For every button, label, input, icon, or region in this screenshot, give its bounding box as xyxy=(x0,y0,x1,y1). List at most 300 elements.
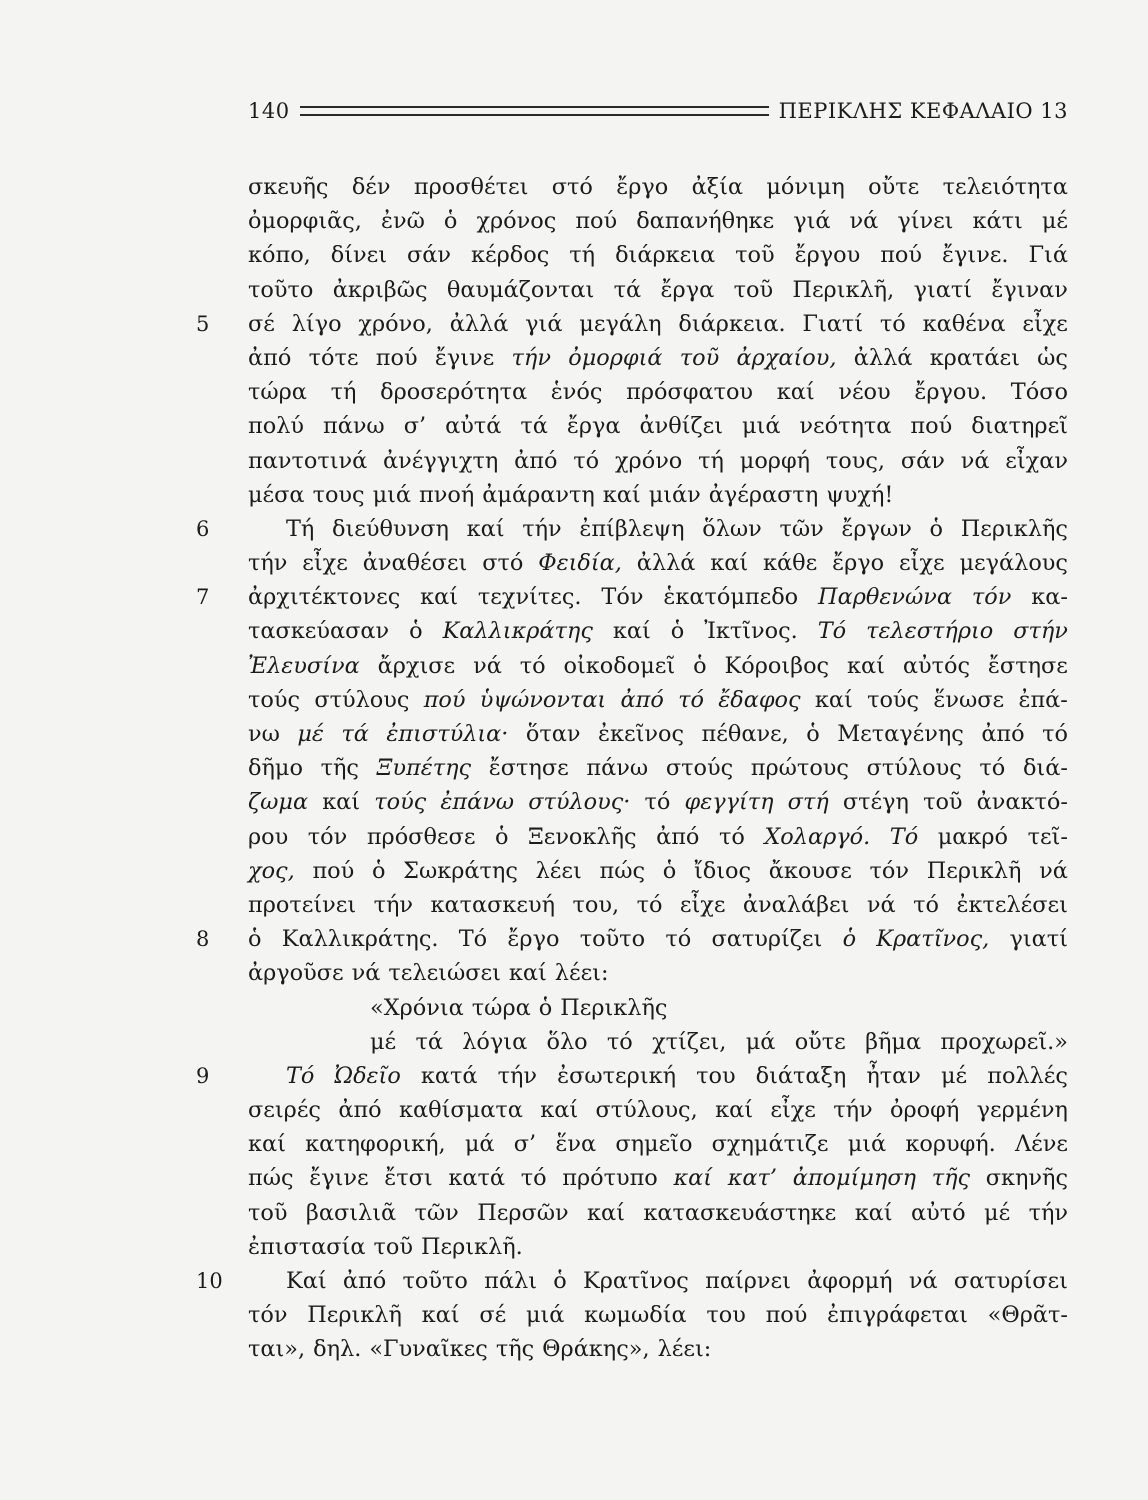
word: καί xyxy=(710,550,749,577)
word: πρώτους xyxy=(750,755,849,782)
word: καί xyxy=(587,1199,625,1226)
word: στό xyxy=(482,550,524,577)
margin-line-number: 8 xyxy=(196,927,210,952)
word: τό xyxy=(678,686,704,713)
word: τό xyxy=(644,789,671,816)
word: ἐσωτερική xyxy=(557,1062,677,1089)
text-line xyxy=(248,1025,1068,1059)
word: πρότυπο xyxy=(562,1165,658,1192)
word: πού xyxy=(910,413,953,440)
word: τά xyxy=(520,413,548,440)
word: Περικλῆ xyxy=(307,1302,402,1329)
page-number: 140 xyxy=(248,99,290,123)
word: τήν xyxy=(522,515,562,542)
word: κατηφορική, xyxy=(305,1131,446,1158)
word: κόπο, xyxy=(248,242,311,269)
word: Περσῶν xyxy=(477,1199,569,1226)
word: μά xyxy=(745,1028,776,1055)
word: τό xyxy=(979,755,1006,782)
word: ἔστησε xyxy=(987,652,1068,679)
word: σ’ xyxy=(403,413,427,440)
word: σέ xyxy=(479,1302,507,1329)
word: ἔργο xyxy=(507,926,560,953)
word: τήν xyxy=(373,891,414,918)
word: χρόνο xyxy=(614,447,683,474)
word: τήν xyxy=(511,344,551,371)
word: πάνω xyxy=(322,413,385,440)
text-line xyxy=(248,409,1068,443)
word: κατασκευάστηκε xyxy=(643,1199,837,1226)
word: ὁ xyxy=(371,857,386,884)
margin-line-number: 7 xyxy=(196,585,210,610)
word: διάρκεια xyxy=(615,242,716,269)
word: καί xyxy=(420,584,459,611)
word: διά- xyxy=(1022,755,1068,782)
text-line xyxy=(248,649,1068,683)
word: ἀπό xyxy=(981,721,1025,747)
text-line xyxy=(248,1196,1068,1230)
text-line xyxy=(248,820,1068,854)
word: γιά xyxy=(793,208,831,235)
word: εἶχε xyxy=(770,1097,816,1124)
word: ὀμορφιά xyxy=(568,344,663,371)
word: χρόνος xyxy=(476,208,557,235)
word: ἕνα xyxy=(555,1131,597,1158)
text-line xyxy=(248,1127,1068,1161)
word: Καί xyxy=(286,1268,327,1294)
text-line xyxy=(196,1059,1068,1093)
word: τοῦ xyxy=(248,1199,288,1226)
word: ἀργοῦσε xyxy=(248,960,344,987)
word: οἰκοδομεῖ xyxy=(563,652,676,679)
text-line xyxy=(196,922,1068,956)
word: τόν xyxy=(307,823,348,850)
word: ἀπό xyxy=(338,1097,382,1124)
word: ἀναλάβει xyxy=(742,891,850,918)
word: ἔργο xyxy=(832,550,885,577)
word: τό xyxy=(520,1165,547,1192)
word: ἀμάραντη xyxy=(482,481,595,508)
word: τελειότητα xyxy=(942,174,1068,200)
word: ἀγέραστη xyxy=(708,481,819,508)
word: κορυφή. xyxy=(905,1131,996,1158)
word: παίρνει xyxy=(705,1268,791,1294)
word: Θράκης», xyxy=(542,1336,650,1363)
word: μεγάλη xyxy=(579,310,662,337)
word: βασιλιᾶ xyxy=(305,1199,397,1226)
text-line xyxy=(248,614,1068,648)
word: του xyxy=(696,1062,736,1089)
word: μιά xyxy=(525,1302,565,1329)
word: καί xyxy=(776,379,815,406)
word: Περικλῆς xyxy=(560,994,668,1021)
word: Τό xyxy=(889,823,919,850)
word: σκηνῆς xyxy=(985,1165,1068,1192)
word: ἐκεῖνος xyxy=(598,721,685,747)
word: χος, xyxy=(248,857,295,884)
word: Παρθενώνα xyxy=(818,584,952,611)
word: κατ’ xyxy=(727,1165,778,1192)
word: σατυρίσει xyxy=(953,1268,1068,1294)
word: μέ xyxy=(941,1062,968,1089)
margin-line-number: 9 xyxy=(196,1063,210,1088)
word: ὅλο xyxy=(546,1028,588,1055)
word: ἀρχιτέκτονες xyxy=(248,584,401,611)
word: ὁ xyxy=(806,721,820,747)
word: δαπανήθηκε xyxy=(636,208,775,235)
word: πού xyxy=(312,857,355,884)
word: σάν xyxy=(407,242,452,269)
word: τοῦτο xyxy=(579,926,646,953)
word: τότε xyxy=(308,344,359,371)
word: τήν xyxy=(248,550,288,577)
word: ἄρχισε xyxy=(377,652,456,679)
word: τοῦτο xyxy=(402,1268,468,1294)
word: καί xyxy=(248,1131,286,1158)
word: γίνει xyxy=(897,208,954,235)
word: ἔγιναν xyxy=(991,276,1068,303)
word: νω xyxy=(248,721,280,747)
word: πολύ xyxy=(248,413,304,440)
word: προσθέτει xyxy=(413,174,529,200)
text-line xyxy=(248,991,1068,1025)
text-line xyxy=(248,238,1068,272)
word: ἔτσι xyxy=(384,1165,433,1192)
word: τή xyxy=(569,242,596,269)
word: ὁ xyxy=(842,926,857,953)
word: ρου xyxy=(248,823,289,850)
text-line xyxy=(248,546,1068,580)
word: Τό xyxy=(817,618,847,645)
word: καί xyxy=(421,1302,460,1329)
word: πού xyxy=(375,344,418,371)
text-line xyxy=(196,307,1068,341)
text-line xyxy=(248,888,1068,922)
word: ὁ xyxy=(494,823,509,850)
word: Τή xyxy=(286,515,315,542)
word: στό xyxy=(551,174,593,200)
word: ὀμορφιᾶς, xyxy=(248,208,362,235)
word: τό xyxy=(879,310,906,337)
word: στέγη xyxy=(842,789,909,816)
word: ὁ xyxy=(670,618,685,645)
word: λέει xyxy=(535,857,582,884)
word: Περικλῆ, xyxy=(792,276,895,303)
word: λέει: xyxy=(657,1336,712,1363)
word: «Θρᾶτ- xyxy=(987,1302,1068,1329)
word: κατά xyxy=(448,1165,506,1192)
word: ψυχή! xyxy=(826,481,894,508)
word: τεχνίτες. xyxy=(477,584,582,611)
word: τόν xyxy=(248,1302,288,1329)
word: ἀπομίμηση xyxy=(792,1165,917,1192)
word: ὀροφή xyxy=(890,1097,960,1124)
margin-line-number: 5 xyxy=(196,311,210,336)
word: μιά xyxy=(372,481,412,508)
word: τοῦ xyxy=(733,276,774,303)
text-line xyxy=(248,751,1068,785)
text-line xyxy=(248,1298,1068,1332)
text-line xyxy=(248,478,1068,512)
word: ὅταν xyxy=(525,721,581,747)
word: τόν xyxy=(869,857,910,884)
word: διάρκεια. xyxy=(678,310,786,337)
word: παντοτινά xyxy=(248,447,368,474)
word: καί xyxy=(540,1097,579,1124)
word: Γιά xyxy=(1028,242,1068,269)
text-line xyxy=(248,956,1068,990)
text-line xyxy=(248,375,1068,409)
word: γερμένη xyxy=(976,1097,1068,1124)
word: ἀπό xyxy=(620,686,664,713)
header-double-rule xyxy=(300,106,769,116)
word: Ὠδεῖο xyxy=(334,1062,401,1089)
word: κέρδος xyxy=(471,242,550,269)
word: «Γυναῖκες xyxy=(369,1336,488,1363)
text-line xyxy=(248,273,1068,307)
word: κωμωδία xyxy=(584,1302,687,1329)
text-line xyxy=(248,1230,1068,1264)
word: μορφή xyxy=(739,447,811,474)
word: πρόσθεσε xyxy=(366,823,476,850)
word: ζωμα xyxy=(248,789,309,816)
word: ἄκουσε xyxy=(768,857,852,884)
word: ὡς xyxy=(1037,344,1068,371)
word: ἐνῶ xyxy=(380,208,425,235)
word: ἐπίβλεψη xyxy=(579,515,685,542)
word: δέν xyxy=(351,174,391,200)
word: στύλους· xyxy=(528,789,631,816)
word: καί xyxy=(508,960,547,987)
word: τασκεύασαν xyxy=(248,618,390,645)
word: ἐκτελέσει xyxy=(956,891,1068,918)
word: σχημάτιζε xyxy=(711,1131,829,1158)
word: σάν xyxy=(900,447,945,474)
word: ὁ xyxy=(929,515,944,542)
word: πού xyxy=(880,242,923,269)
word: καί xyxy=(715,1097,753,1124)
word: Χολαργό. xyxy=(764,823,871,850)
word: ἐπά- xyxy=(1018,686,1068,713)
word: μά xyxy=(464,1131,495,1158)
word: ἀνθίζει xyxy=(639,413,723,440)
word: τό xyxy=(665,926,692,953)
word: Τόν xyxy=(601,584,644,611)
word: Μεταγένης xyxy=(837,721,964,747)
word: Περικλῆ xyxy=(926,857,1022,884)
word: γιατί xyxy=(913,276,973,303)
word: κάτι xyxy=(972,208,1023,235)
word: Φειδία, xyxy=(538,550,622,577)
word: του, xyxy=(572,891,620,918)
word: εἶχαν xyxy=(1005,447,1068,474)
word: τούς xyxy=(374,789,427,816)
word: τό xyxy=(718,823,745,850)
word: ὁ xyxy=(553,1268,567,1294)
margin-line-number: 6 xyxy=(196,516,210,541)
word: ἀλλά xyxy=(449,310,509,337)
text-line xyxy=(248,341,1068,375)
word: Κρατῖνος, xyxy=(876,926,990,953)
word: ἀφορμή xyxy=(807,1268,893,1294)
word: τῆς xyxy=(495,1336,535,1363)
text-line xyxy=(248,1093,1068,1127)
word: Σωκράτης xyxy=(403,857,518,884)
word: ἔδαφος xyxy=(718,686,801,713)
word: μακρό xyxy=(937,823,1009,850)
word: Περικλῆς xyxy=(960,515,1068,542)
word: ἔργων xyxy=(841,515,912,542)
word: σέ xyxy=(248,310,275,337)
word: τώρα xyxy=(248,379,307,406)
word: σημεῖο xyxy=(615,1131,693,1158)
word: μιά xyxy=(847,1131,887,1158)
word: στούς xyxy=(665,755,734,782)
word: τό xyxy=(913,891,939,918)
word: ἀρχαίου, xyxy=(736,344,837,371)
word: κα- xyxy=(1031,584,1068,611)
word: νά xyxy=(473,652,502,679)
word: χτίζει, xyxy=(652,1028,727,1055)
word: νά xyxy=(1039,857,1068,884)
word: καί xyxy=(847,652,885,679)
word: ἀξία xyxy=(691,174,744,200)
word: προχωρεῖ.» xyxy=(940,1028,1068,1055)
word: Λένε xyxy=(1015,1131,1068,1158)
word: ἀνακτό- xyxy=(976,789,1068,816)
word: Ἰκτῖνος. xyxy=(704,618,798,645)
word: καί xyxy=(612,618,651,645)
word: κατά xyxy=(420,1062,478,1089)
word: τούς xyxy=(867,686,920,713)
word: ὅλων xyxy=(702,515,762,542)
word: εἶχε xyxy=(899,550,945,577)
word: τοῦ xyxy=(679,344,720,371)
word: τεῖ- xyxy=(1027,823,1068,850)
word: ἐπιστασία xyxy=(248,1233,366,1260)
word: τοῦ xyxy=(373,1233,413,1260)
word: Τόσο xyxy=(1010,379,1068,406)
word: νά xyxy=(908,1268,938,1294)
word: μόνιμη xyxy=(766,174,845,200)
word: καί xyxy=(814,686,853,713)
word: Ξυπέτης xyxy=(376,755,472,782)
word: αὐτός xyxy=(902,652,970,679)
text-line xyxy=(248,444,1068,478)
word: πολλές xyxy=(987,1062,1068,1089)
word: ἐπιστύλια· xyxy=(386,721,509,747)
word: τους xyxy=(312,481,365,508)
word: νεότητα xyxy=(799,413,892,440)
word: Κόροιβος xyxy=(724,652,830,679)
word: εἶχε xyxy=(679,891,726,918)
word: καί xyxy=(322,789,361,816)
word: ἔργα xyxy=(660,276,715,303)
text-line xyxy=(248,204,1068,238)
text-line xyxy=(248,1161,1068,1195)
word: ἀπό xyxy=(656,823,700,850)
word: ὁ xyxy=(443,208,458,235)
word: τά xyxy=(415,1028,443,1055)
word: νά xyxy=(866,891,896,918)
word: θαυμάζονται xyxy=(446,276,595,303)
word: σατυρίζει xyxy=(711,926,823,953)
word: ἴδιος xyxy=(693,857,751,884)
word: τελειώσει xyxy=(388,960,501,987)
word: διατηρεῖ xyxy=(971,413,1068,440)
text-line xyxy=(248,683,1068,717)
word: καθίσματα xyxy=(399,1097,523,1124)
word: μέσα xyxy=(248,481,305,508)
word: τῶν xyxy=(414,1199,459,1226)
word: τόν xyxy=(971,584,1012,611)
word: νά xyxy=(849,208,879,235)
word: μέ xyxy=(297,721,324,747)
word: τώρα xyxy=(471,994,531,1021)
word: ἕνωσε xyxy=(933,686,1005,713)
word: ἦταν xyxy=(866,1062,921,1089)
word: σκευῆς xyxy=(248,174,329,200)
word: τοῦ xyxy=(735,242,775,269)
word: τό xyxy=(519,652,546,679)
word: ἔγινε. xyxy=(942,242,1009,269)
word: οὔτε xyxy=(868,174,920,200)
word: πάλι xyxy=(484,1268,537,1294)
word: φεγγίτη xyxy=(684,789,774,816)
margin-line-number: 10 xyxy=(196,1269,223,1293)
word: ἀλλά xyxy=(636,550,696,577)
word: τά xyxy=(613,276,642,303)
word: τοῦ xyxy=(923,789,963,816)
word: ἑκατόμπεδο xyxy=(663,584,799,611)
word: ὁ xyxy=(693,652,707,679)
word: μιά xyxy=(741,413,781,440)
word: δῆμο xyxy=(248,755,303,782)
word: κρατάει xyxy=(929,344,1020,371)
word: ὁ xyxy=(662,857,677,884)
running-title: ΠΕΡΙΚΛΗΣ ΚΕΦΑΛΑΙΟ 13 xyxy=(778,99,1068,123)
word: γιά xyxy=(525,310,563,337)
word: Τό xyxy=(458,926,488,953)
word: χρόνο, xyxy=(358,310,433,337)
word: ἔγινε xyxy=(309,1165,369,1192)
word: πέθανε, xyxy=(701,721,789,747)
word: καί xyxy=(466,515,505,542)
word: καί xyxy=(854,1199,893,1226)
word: του xyxy=(706,1302,746,1329)
word: νά xyxy=(960,447,990,474)
body-text xyxy=(196,170,1068,1367)
text-line xyxy=(248,717,1068,751)
word: τό xyxy=(606,1028,633,1055)
word: ἀναθέσει xyxy=(362,550,468,577)
word: Ξενοκλῆς xyxy=(527,823,637,850)
word: τό xyxy=(573,447,600,474)
word: ὁ xyxy=(538,994,553,1021)
word: ἀπό xyxy=(248,344,292,371)
text-line xyxy=(196,1264,1068,1298)
word: Γιατί xyxy=(802,310,864,337)
word: τό xyxy=(1042,721,1068,747)
word: ἀπό xyxy=(342,1268,387,1294)
word: Κρατῖνος xyxy=(583,1268,689,1294)
word: ἀκριβῶς xyxy=(332,276,428,303)
word: ται», xyxy=(248,1336,306,1363)
word: τά xyxy=(341,721,369,747)
word: τήν xyxy=(833,1097,873,1124)
word: κάθε xyxy=(763,550,818,577)
word: σ’ xyxy=(513,1131,537,1158)
